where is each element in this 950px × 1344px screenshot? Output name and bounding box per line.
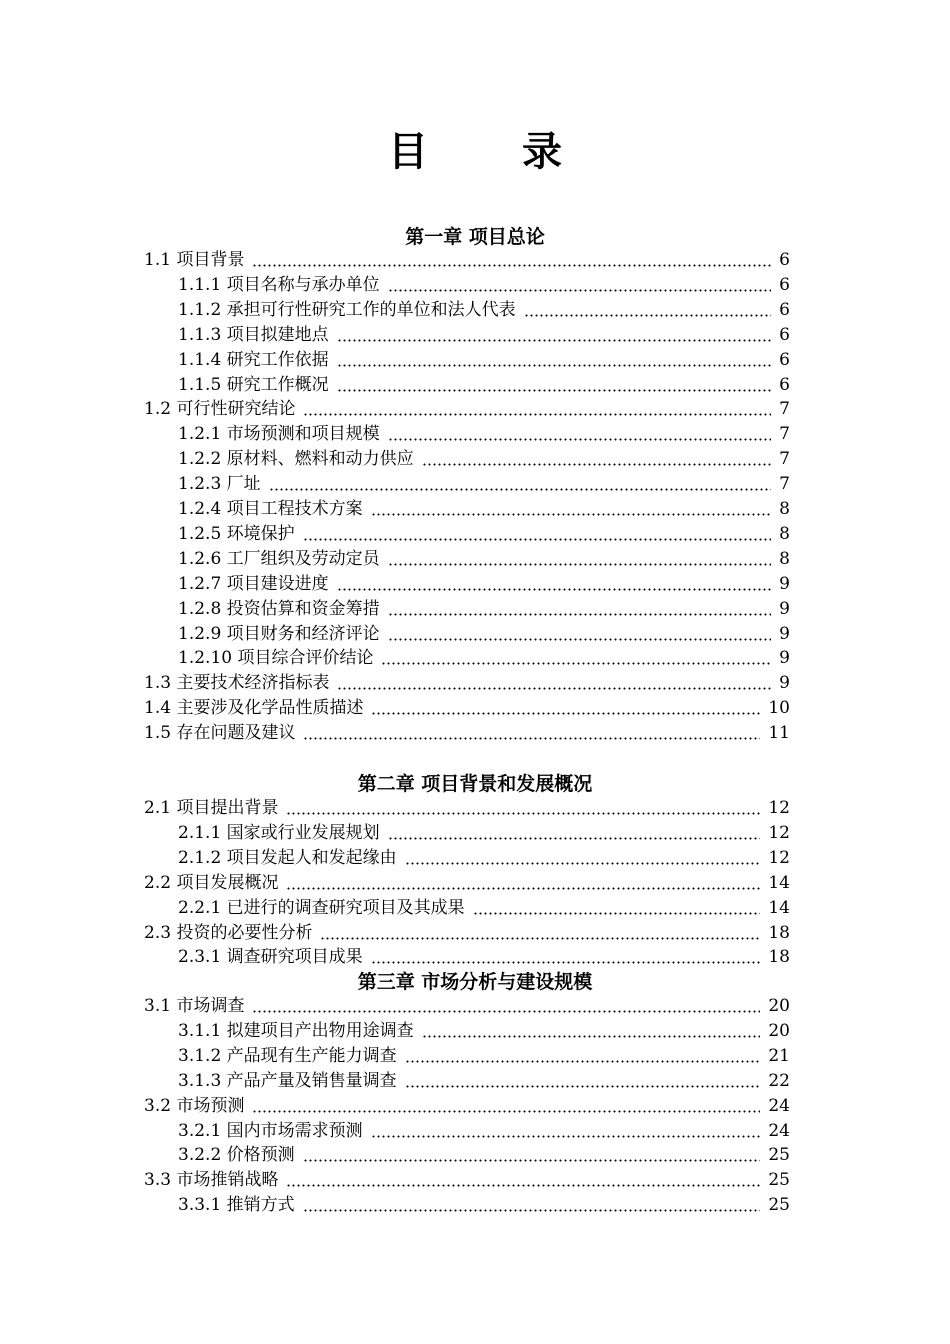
toc-entry-label: 2.3 投资的必要性分析 <box>144 922 313 943</box>
toc-entry[interactable] <box>178 323 790 348</box>
toc-entry[interactable] <box>144 721 790 746</box>
toc-page-number: 20 <box>768 996 790 1016</box>
chapter-heading: 第一章 项目总论 <box>405 226 545 248</box>
toc-page-number: 14 <box>768 872 790 893</box>
toc-page-number: 9 <box>779 623 790 644</box>
toc-entry[interactable] <box>178 945 790 970</box>
toc-page-number: 25 <box>768 1195 790 1216</box>
toc-entry-label: 2.3.1 调查研究项目成果 <box>178 947 363 968</box>
toc-entry-label: 1.1.2 承担可行性研究工作的单位和法人代表 <box>178 299 516 320</box>
toc-entry-label: 3.3.1 推销方式 <box>178 1195 295 1216</box>
toc-entry[interactable] <box>178 298 790 323</box>
toc-leader-dots <box>388 597 772 622</box>
toc-entry[interactable] <box>178 472 790 497</box>
toc-leader-dots <box>371 1119 761 1144</box>
toc-page-number: 8 <box>779 499 790 519</box>
toc-page-number: 9 <box>779 598 790 619</box>
page-title: 目 录 <box>388 128 602 175</box>
chapter-heading: 第三章 市场分析与建设规模 <box>357 971 593 993</box>
toc-entry[interactable] <box>178 348 790 373</box>
toc-entry-label: 1.2.9 项目财务和经济评论 <box>178 623 380 644</box>
toc-leader-dots <box>252 994 760 1019</box>
toc-entry[interactable] <box>178 896 790 921</box>
toc-entry[interactable] <box>178 846 790 871</box>
toc-entry-label: 2.1 项目提出背景 <box>144 798 279 818</box>
toc-page-number: 6 <box>779 349 790 370</box>
toc-page-number: 18 <box>768 922 790 943</box>
toc-page-number: 18 <box>768 947 790 968</box>
toc-leader-dots <box>405 1044 761 1069</box>
toc-entry[interactable] <box>144 1168 790 1193</box>
toc-page-number: 6 <box>779 324 790 345</box>
toc-entry[interactable] <box>178 1119 790 1144</box>
toc-entry-label: 1.2 可行性研究结论 <box>144 399 296 420</box>
toc-leader-dots <box>381 646 771 671</box>
toc-leader-dots <box>388 821 761 846</box>
toc-page-number: 12 <box>768 822 790 843</box>
toc-page-number: 10 <box>768 698 790 719</box>
toc-page-number: 7 <box>779 474 790 495</box>
toc-entry-label: 2.2 项目发展概况 <box>144 872 279 893</box>
toc-page-number: 6 <box>779 250 790 270</box>
toc-entry[interactable] <box>178 422 790 447</box>
toc-entry-label: 1.2.7 项目建设进度 <box>178 573 329 594</box>
chapter-heading: 第二章 项目背景和发展概况 <box>357 773 593 795</box>
toc-entry-label: 1.5 存在问题及建议 <box>144 723 296 744</box>
toc-leader-dots <box>371 696 760 721</box>
toc-entry[interactable] <box>144 671 790 696</box>
toc-entry-label: 1.1.4 研究工作依据 <box>178 349 329 370</box>
toc-leader-dots <box>303 522 772 547</box>
toc-page-number: 9 <box>779 573 790 594</box>
toc-leader-dots <box>252 1094 760 1119</box>
toc-entry[interactable] <box>144 248 790 273</box>
toc-page-number: 8 <box>779 523 790 544</box>
toc-entry-label: 1.1.3 项目拟建地点 <box>178 324 329 345</box>
toc-leader-dots <box>422 447 772 472</box>
toc-page-number: 25 <box>768 1170 790 1191</box>
toc-page-number: 14 <box>768 897 790 918</box>
toc-entry[interactable] <box>178 1044 790 1069</box>
toc-entry-label: 1.3 主要技术经济指标表 <box>144 673 330 694</box>
toc-entry-label: 3.2.2 价格预测 <box>178 1145 295 1166</box>
toc-page-number: 24 <box>768 1095 790 1116</box>
toc-leader-dots <box>303 1193 761 1218</box>
toc-entry[interactable] <box>144 696 790 721</box>
toc-page-number: 11 <box>768 723 790 744</box>
toc-entry[interactable] <box>144 921 790 946</box>
toc-page-number: 6 <box>779 374 790 395</box>
toc-entry[interactable] <box>178 622 790 647</box>
toc-leader-dots <box>388 273 772 298</box>
toc-entry-label: 3.1.3 产品产量及销售量调查 <box>178 1070 397 1091</box>
toc-page-number: 8 <box>779 548 790 569</box>
toc-leader-dots <box>252 248 771 273</box>
toc-leader-dots <box>524 298 772 323</box>
toc-entry-label: 3.1.2 产品现有生产能力调查 <box>178 1045 397 1066</box>
toc-entry[interactable] <box>178 447 790 472</box>
toc-page-number: 12 <box>768 798 790 818</box>
toc-entry-label: 3.3 市场推销战略 <box>144 1170 279 1191</box>
toc-leader-dots <box>473 896 761 921</box>
toc-entry-label: 2.2.1 已进行的调查研究项目及其成果 <box>178 897 465 918</box>
toc-entry-label: 1.1.5 研究工作概况 <box>178 374 329 395</box>
toc-leader-dots <box>320 921 760 946</box>
toc-entry-label: 3.2.1 国内市场需求预测 <box>178 1120 363 1141</box>
toc-entry-label: 1.2.6 工厂组织及劳动定员 <box>178 548 380 569</box>
toc-page-number: 25 <box>768 1145 790 1166</box>
toc-entry[interactable] <box>178 821 790 846</box>
toc-page-number: 7 <box>779 399 790 420</box>
toc-entry[interactable] <box>144 796 790 821</box>
toc-leader-dots <box>269 472 772 497</box>
toc-entry-label: 2.1.1 国家或行业发展规划 <box>178 822 380 843</box>
toc-entry[interactable] <box>178 497 790 522</box>
toc-leader-dots <box>337 572 772 597</box>
toc-page-number: 22 <box>768 1070 790 1091</box>
toc-entry-label: 2.1.2 项目发起人和发起缘由 <box>178 847 397 868</box>
toc-entry-label: 1.2.10 项目综合评价结论 <box>178 648 374 669</box>
toc-entry[interactable] <box>178 597 790 622</box>
toc-page-number: 20 <box>768 1020 790 1041</box>
toc-entry-label: 1.2.4 项目工程技术方案 <box>178 499 363 519</box>
toc-leader-dots <box>422 1019 761 1044</box>
toc-entry-label: 1.4 主要涉及化学品性质描述 <box>144 698 364 719</box>
toc-leader-dots <box>405 1069 761 1094</box>
toc-entry[interactable] <box>178 547 790 572</box>
toc-page-number: 6 <box>779 274 790 295</box>
toc-entry-label: 1.2.5 环境保护 <box>178 523 295 544</box>
toc-entry-label: 1.2.2 原材料、燃料和动力供应 <box>178 449 414 470</box>
toc-page-number: 9 <box>779 648 790 669</box>
toc-entry-label: 1.1 项目背景 <box>144 250 245 270</box>
toc-leader-dots <box>303 397 771 422</box>
toc-leader-dots <box>388 422 772 447</box>
toc-entry[interactable] <box>178 1193 790 1218</box>
toc-leader-dots <box>303 721 760 746</box>
toc-page-number: 12 <box>768 847 790 868</box>
toc-leader-dots <box>371 497 772 522</box>
toc-entry[interactable] <box>178 1143 790 1168</box>
toc-leader-dots <box>405 846 761 871</box>
toc-page-number: 9 <box>779 673 790 694</box>
toc-entry[interactable] <box>178 1069 790 1094</box>
toc-entry[interactable] <box>144 397 790 422</box>
toc-leader-dots <box>286 1168 760 1193</box>
toc-entry-label: 1.2.8 投资估算和资金筹措 <box>178 598 380 619</box>
toc-leader-dots <box>337 671 771 696</box>
toc-leader-dots <box>303 1143 761 1168</box>
toc-page-number: 6 <box>779 299 790 320</box>
toc-leader-dots <box>388 622 772 647</box>
toc-entry[interactable] <box>178 1019 790 1044</box>
toc-entry[interactable] <box>178 273 790 298</box>
toc-leader-dots <box>337 373 772 398</box>
toc-entry[interactable] <box>144 994 790 1019</box>
toc-entry-label: 1.1.1 项目名称与承办单位 <box>178 274 380 295</box>
toc-entry[interactable] <box>178 646 790 671</box>
toc-page-number: 7 <box>779 449 790 470</box>
toc-leader-dots <box>286 796 760 821</box>
toc-leader-dots <box>388 547 772 572</box>
toc-entry-label: 3.2 市场预测 <box>144 1095 245 1116</box>
toc-leader-dots <box>337 348 772 373</box>
toc-entry[interactable] <box>178 373 790 398</box>
toc-leader-dots <box>337 323 772 348</box>
toc-entry-label: 3.1 市场调查 <box>144 996 245 1016</box>
toc-entry[interactable] <box>178 572 790 597</box>
toc-page-number: 24 <box>768 1120 790 1141</box>
toc-entry-label: 1.2.3 厂址 <box>178 474 261 495</box>
toc-entry[interactable] <box>144 1094 790 1119</box>
toc-page-number: 21 <box>768 1045 790 1066</box>
toc-leader-dots <box>286 871 760 896</box>
toc-entry-label: 1.2.1 市场预测和项目规模 <box>178 424 380 445</box>
toc-page-number: 7 <box>779 424 790 445</box>
toc-entry-label: 3.1.1 拟建项目产出物用途调查 <box>178 1020 414 1041</box>
toc-leader-dots <box>371 945 761 970</box>
toc-entry[interactable] <box>178 522 790 547</box>
toc-entry[interactable] <box>144 871 790 896</box>
